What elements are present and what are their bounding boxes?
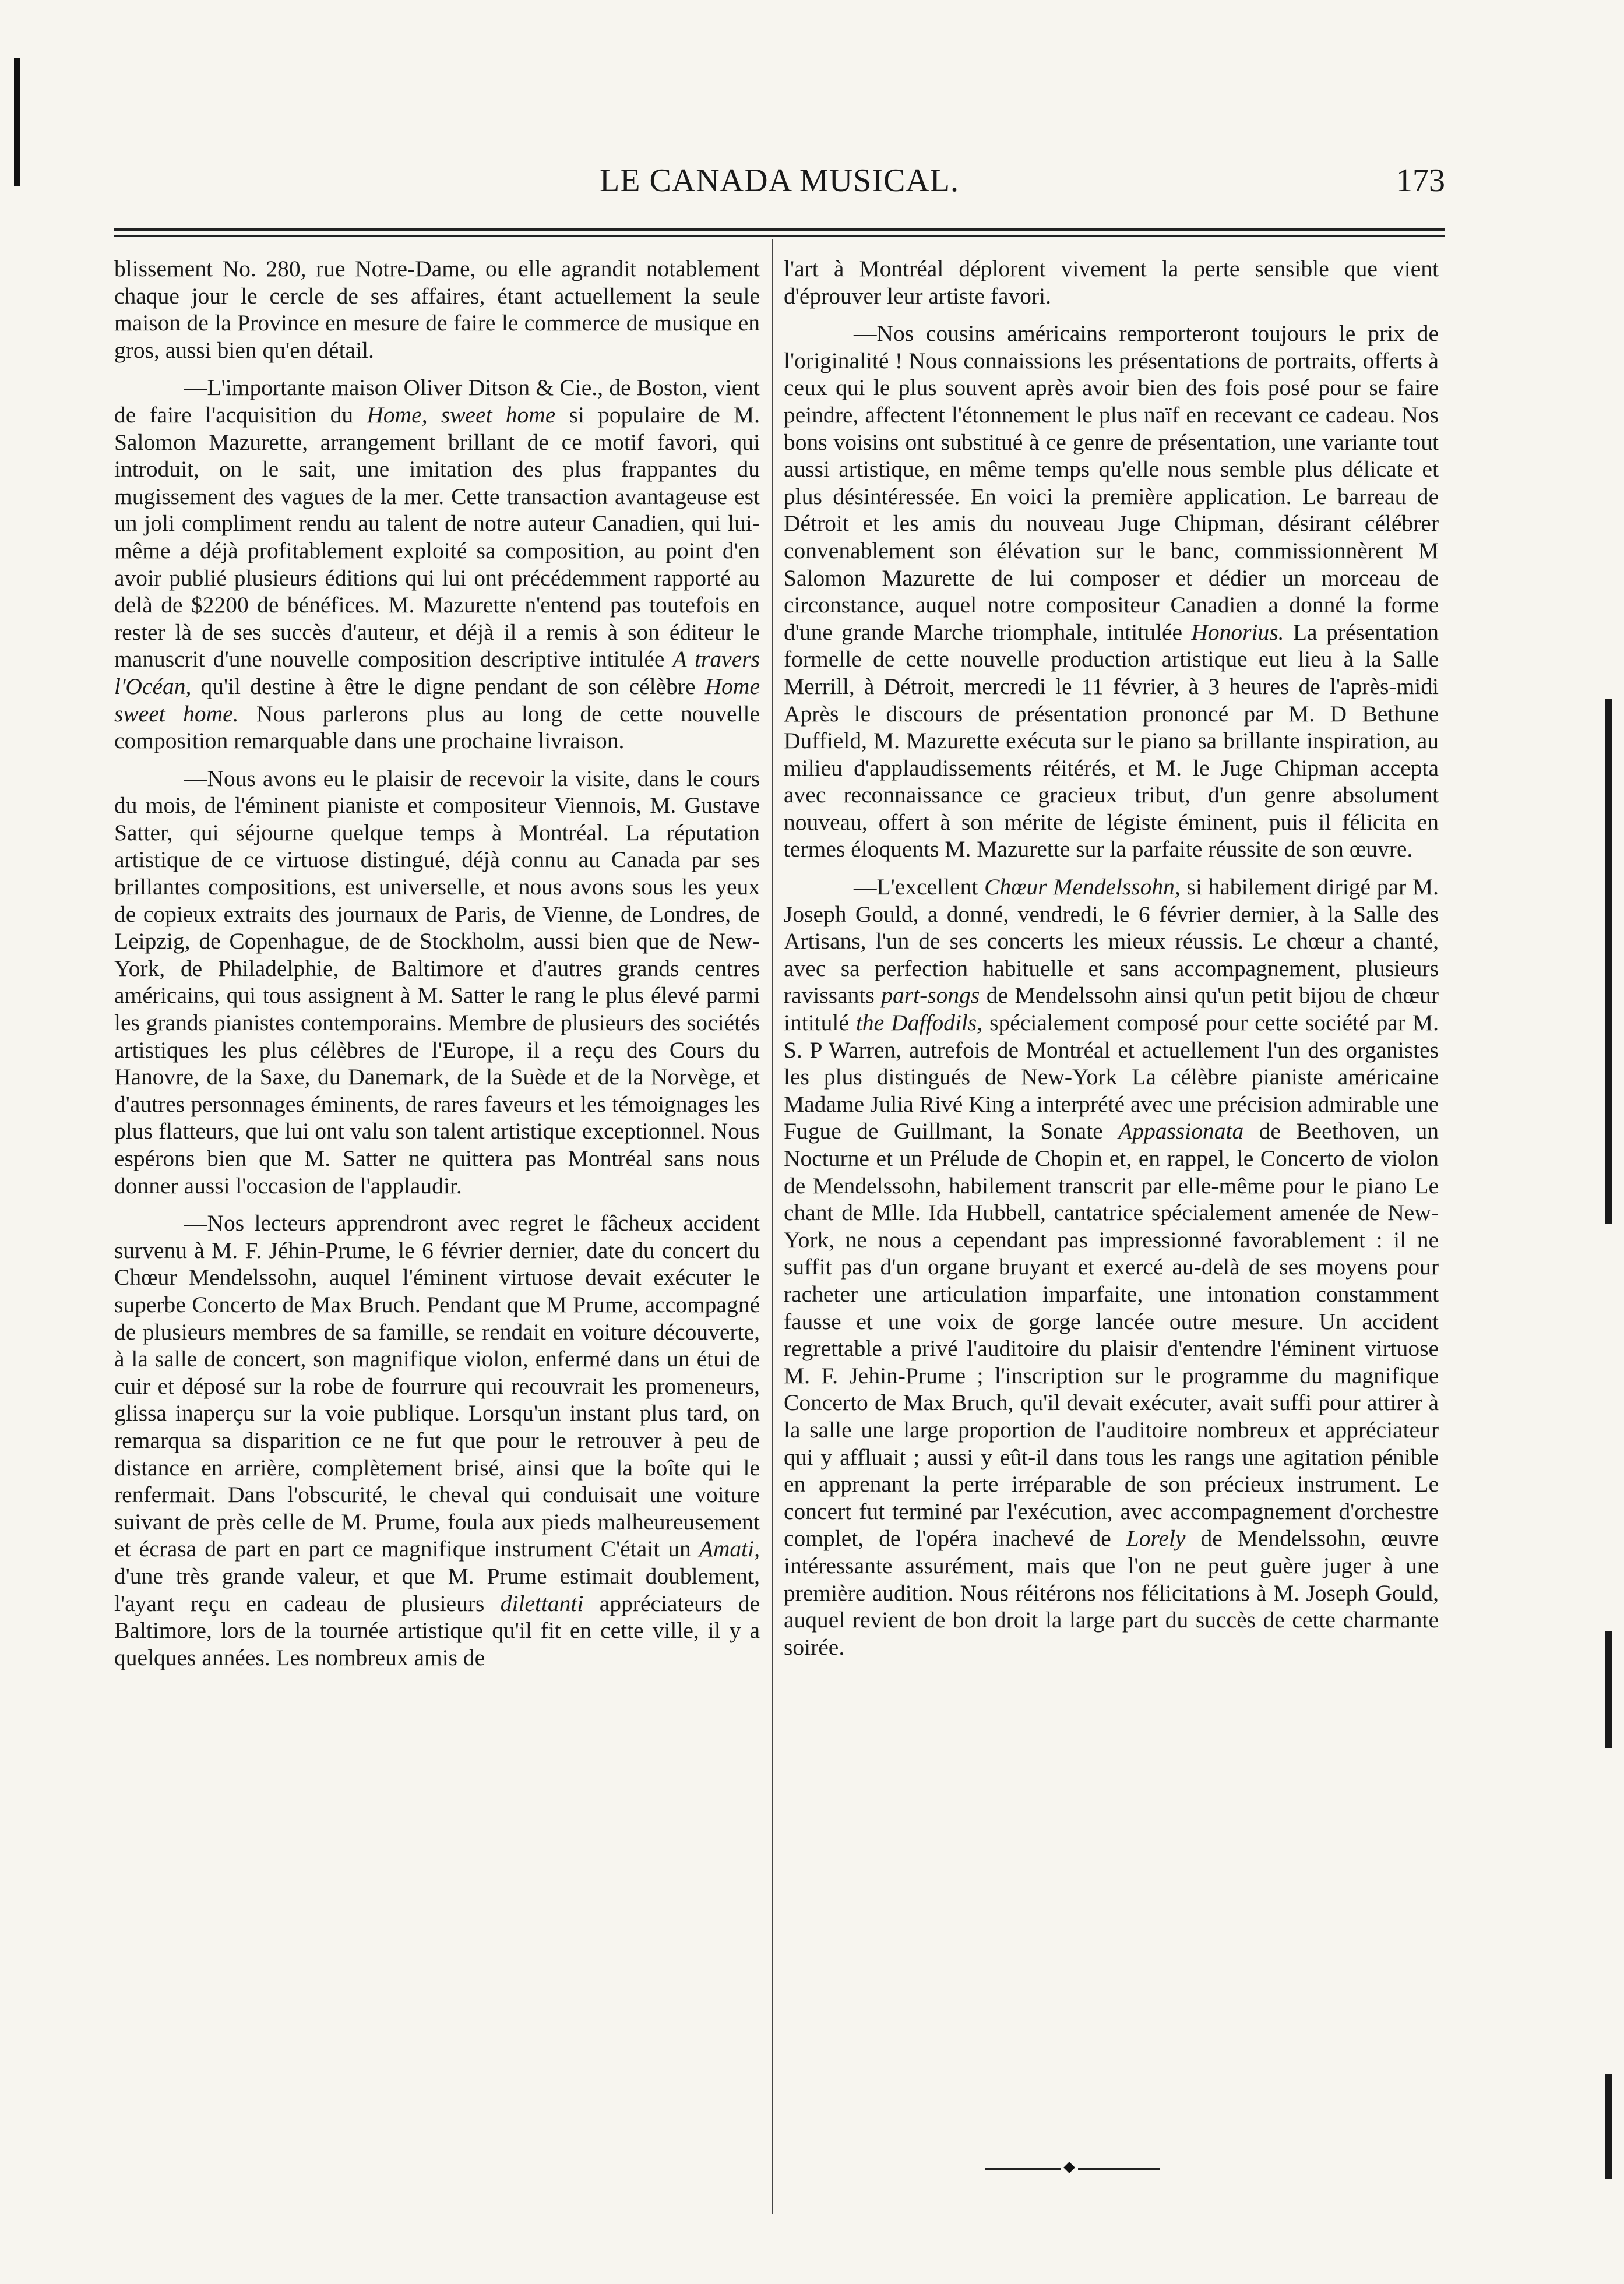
article-paragraph (114, 374, 760, 754)
scan-margin-mark (14, 58, 20, 186)
article-paragraph (784, 255, 1439, 309)
text-run: l'art à Montréal déplorent vivement la perte sensible que vient d'éprouver leur artiste favori. (784, 256, 1439, 309)
left-column (114, 255, 760, 1671)
text-run: —Nos lecteurs apprendront avec regret le fâcheux accident survenu à M. F. Jéhin-Prume, le 6 février dernier, date du concert du Chœur Mendelssohn, auquel l'éminent virtuose devait exécuter le superbe Concerto de Max Bruch. Pendant que M Prume, accompagné de plusieurs membres de sa famille, se rendait en voiture découverte, à la salle de concert, son magnifique violon, enfermé dans un étui de cuir et déposé sur la robe de fourrure qui recouvrait les promeneurs, glissa inaperçu sur la voie publique. Lorsqu'un instant plus tard, on remarqua sa disparition ce ne fut que pour le retrouver à peu de distance en arrière, complètement brisé, ainsi que la boîte qui le renfermait. Dans l'obscurité, le cheval qui conduisait une voiture suivant de près celle de M. Prume, foula aux pieds malheureusement et écrasa de part en part ce magnifique instrument C'était un (114, 1210, 760, 1562)
text-run: blissement No. 280, rue Notre-Dame, ou elle agrandit notablement chaque jour le cercle de ses affaires, étant actuellement la seule maison de la Province en mesure de faire le commerce de musique en gros, aussi bien qu'en détail. (114, 256, 760, 363)
text-run: qu'il destine à être le digne pendant de son célèbre (191, 673, 705, 699)
text-run: Nous parlerons plus au long de cette nouvelle composition remarquable dans une prochaine livraison. (114, 700, 760, 754)
ornament-diamond (1063, 2162, 1075, 2173)
article-paragraph (114, 765, 760, 1200)
text-run: si habilement dirigé par M. Joseph Gould, a donné, vendredi, le 6 février dernier, à la Salle des Artisans, l'un de ses concerts les mieux réussis. Le chœur a chanté, avec sa perfection habituelle et sans accompagnement, plusieurs ravissants (784, 874, 1439, 1009)
italic-text: A travers l'Océan, (114, 646, 760, 699)
text-run: La présentation formelle de cette nouvelle production artistique eut lieu à la Salle Merrill, à Détroit, mercredi le 11 février, à 3 heures de l'après-midi Après le discours de présentation prononcé par M. D Bethune Duffield, M. Mazurette exécuta sur le piano sa brillante inspiration, au milieu d'applaudissements réitérés, et M. le Juge Chipman accepta avec reconnaissance ce gracieux tribut, d'un genre absolument nouveau, offert à son mérite de légiste éminent, puis il félicita en termes éloquents M. Mazurette sur la parfaite réussite de son œuvre. (784, 619, 1439, 862)
italic-text: dilettanti (500, 1590, 584, 1616)
italic-text: Honorius. (1191, 619, 1284, 645)
article-paragraph (114, 255, 760, 364)
italic-text: part-songs (881, 982, 980, 1009)
ornament-line-right (1078, 2168, 1160, 2170)
italic-text: Home sweet home. (114, 673, 760, 727)
article-paragraph (784, 873, 1439, 1661)
italic-text: Lorely (1126, 1525, 1186, 1552)
text-run: appréciateurs de Baltimore, lors de la tournée artistique qu'il fit en cette ville, il y a quelques années. Les nombreux amis de (114, 1590, 760, 1670)
ornament-line-left (985, 2168, 1061, 2170)
article-paragraph (114, 1210, 760, 1671)
italic-text: Appassionata (1118, 1118, 1244, 1144)
text-run: —Nos cousins américains remporteront toujours le prix de l'originalité ! Nous connaissions les présentations de portraits, offerts à ceux qui le plus souvent après avoir bien des fois posé pour se faire peindre, affectent l'étonnement le plus naïf en recevant ce cadeau. Nos bons voisins ont substitué à ce genre de présentation, une variante tout aussi artistique, en même temps qu'elle nous semble plus délicate et plus désintéressée. En voici la première application. Le barreau de Détroit et les amis du nouveau Juge Chipman, désirant célébrer convenablement son élévation sur le banc, commissionnèrent M Salomon Mazurette de lui composer et dédier un morceau de circonstance, auquel notre compositeur Canadien a donné la forme d'une grande Marche triomphale, intitulée (784, 320, 1439, 645)
scan-edge-mark (1605, 2074, 1612, 2179)
scan-edge-mark (1605, 1631, 1612, 1748)
scan-edge-mark (1605, 699, 1612, 1224)
header-rule-thin (114, 235, 1445, 237)
text-run: de Mendelssohn, œuvre intéressante assurément, mais que l'on ne peut guère juger à une première audition. Nous réitérons nos félicitations à M. Joseph Gould, auquel revient de bon droit la large part du succès de cette charmante soirée. (784, 1525, 1439, 1660)
right-column (784, 255, 1439, 1661)
text-run: d'une très grande valeur, et que M. Prume estimait doublement, l'ayant reçu en cadeau de plusieurs (114, 1563, 760, 1616)
italic-text: the Daffodils, (855, 1010, 983, 1036)
header-rule (114, 228, 1445, 231)
text-run: spécialement composé pour cette société par M. S. P Warren, autrefois de Montréal et actuellement l'un des organistes les plus distingués de New-York La célèbre pianiste américaine Madame Julia Rivé King a interprété avec une précision admirable une Fugue de Guillmant, la Sonate (784, 1010, 1439, 1144)
text-run: si populaire de M. Salomon Mazurette, arrangement brillant de ce motif favori, qui introduit, on le sait, une imitation des plus frappantes du mugissement des vagues de la mer. Cette transaction avantageuse est un joli compliment rendu au talent de notre auteur Canadien, qui lui-même a déjà profitablement exploité sa composition, au point d'en avoir publié plusieurs éditions qui lui ont précédemment rapporté au delà de $2200 de bénéfices. M. Mazurette n'entend pas toutefois en rester là de ses succès d'auteur, et déjà il a remis à son éditeur le manuscrit d'une nouvelle composition descriptive intitulée (114, 401, 760, 672)
section-end-ornament (985, 2163, 1160, 2174)
page-header (114, 162, 1445, 209)
text-run: —L'importante maison Oliver Ditson & Cie., de Boston, vient de faire l'acquisition du (114, 375, 760, 428)
column-divider (772, 239, 773, 2214)
page-number: 173 (1396, 163, 1445, 199)
italic-text: Home, sweet home (367, 401, 556, 428)
text-run: de Mendelssohn ainsi qu'un petit bijou de chœur intitulé (784, 982, 1439, 1036)
italic-text: Amati, (699, 1536, 760, 1562)
text-run: de Beethoven, un Nocturne et un Prélude de Chopin et, en rappel, le Concerto de violon de Mendelssohn, habilement transcrit par elle-même pour le piano Le chant de Mlle. Ida Hubbell, cantatrice spécialement amenée de New-York, ne nous a cependant pas impressionné favorablement : il ne suffit pas d'un organe bruyant et exercé au-delà de ses moyens pour racheter une articulation imparfaite, une intonation constamment fausse et une voix de gorge lancée outre mesure. Un accident regrettable a privé l'auditoire du plaisir d'entendre l'éminent virtuose M. F. Jehin-Prume ; l'inscription sur le programme du magnifique Concerto de Max Bruch, qu'il devait exécuter, avait suffi pour attirer à la salle une large proportion de l'auditoire nombreux et appréciateur qui y affluait ; aussi y eût-il dans tous les rangs une agitation pénible en apprenant la perte irréparable de son précieux instrument. Le concert fut terminé par l'exécution, avec accompagnement d'orchestre complet, de l'opéra inachevé de (784, 1118, 1439, 1552)
text-run: —Nous avons eu le plaisir de recevoir la visite, dans le cours du mois, de l'éminent pianiste et compositeur Viennois, M. Gustave Satter, qui séjourne quelque temps à Montréal. La réputation artistique de ce virtuose distingué, déjà connu au Canada par ses brillantes compositions, est universelle, et nous avons sous les yeux de copieux extraits des journaux de Paris, de Vienne, de Londres, de Leipzig, de Copenhague, de de Stockholm, aussi bien que de New-York, de Philadelphie, de Baltimore et d'autres grands centres américains, qui tous assignent à M. Satter le rang le plus élevé parmi les grands pianistes contemporains. Membre de plusieurs des sociétés artistiques les plus célèbres de l'Europe, il a reçu des Cours du Hanovre, de la Saxe, du Danemark, de la Suède et de la Norvège, et d'autres personnages éminents, de rares faveurs et les témoignages les plus flatteurs, que lui ont valu son talent artistique exceptionnel. Nous espérons bien que M. Satter ne quittera pas Montréal sans nous donner aussi l'occasion de l'applaudir. (114, 765, 760, 1199)
text-run: —L'excellent (854, 874, 985, 900)
article-paragraph (784, 320, 1439, 863)
italic-text: Chœur Mendelssohn, (984, 874, 1181, 900)
running-title: LE CANADA MUSICAL. (600, 163, 959, 199)
